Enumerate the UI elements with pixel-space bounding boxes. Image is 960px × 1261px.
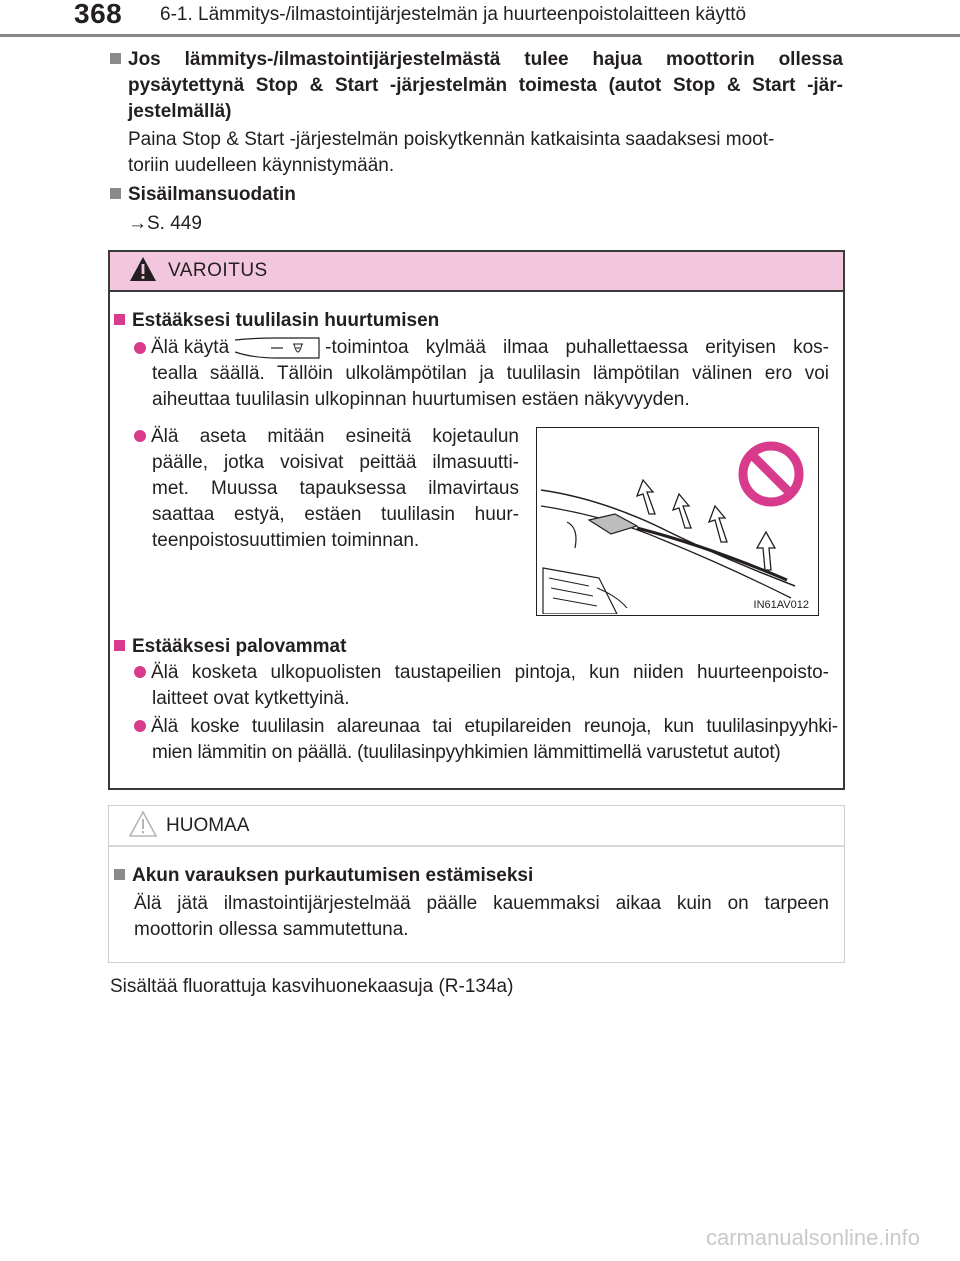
section-square-icon: [110, 53, 121, 64]
stopstart-body: Paina Stop & Start -järjestelmän poiskytkennän katkaisinta saadaksesi moot- toriin uudelleen käynnistymään.: [128, 129, 775, 176]
section-square-icon: [114, 314, 125, 325]
page-number: 368: [74, 0, 123, 29]
fog-item-1: Älä käytä -toimintoa kylmää ilmaa puhallettaessa erityisen kos- tealla säällä. Tällöin ulkolämpötilan ja tuulilasin lämpötilan välinen ero voi aiheuttaa tuulilasin ulkopinnan huurtumisen estäen näkyvyyden.: [134, 335, 829, 413]
watermark: carmanualsonline.info: [705, 1225, 920, 1250]
section-square-icon: [110, 188, 121, 199]
notice-divider: [109, 845, 844, 847]
burn-item-2: Älä koske tuulilasin alareunaa tai etupilareiden reunoja, kun tuulilasinpyyhki- mien lämmitin on päällä. (tuulilasinpyyhkimien lämmittimellä varustetut autot): [134, 714, 838, 766]
filter-page-ref: →S. 449: [128, 213, 202, 234]
battery-heading: Akun varauksen purkautumisen estämiseksi: [114, 863, 533, 889]
page-title: 6-1. Lämmitys-/ilmastointijärjestelmän ja huurteenpoistolaitteen käyttö: [160, 4, 747, 25]
stopstart-heading: Jos lämmitys-/ilmastointijärjestelmästä tulee hajua moottorin ollessa pysäytettynä Stop & Start -järjestelmän toimesta (autot Stop & Start -jär- jestelmällä): [110, 47, 843, 125]
section-square-icon: [114, 640, 125, 651]
warning-label: VAROITUS: [168, 260, 268, 281]
dashboard-illustration: [536, 427, 819, 616]
dashboard-drawing: [537, 428, 817, 614]
burn-heading: Estääksesi palovammat: [114, 634, 346, 660]
filter-heading: Sisäilmansuodatin: [110, 182, 296, 208]
refrigerant-footnote: Sisältää fluorattuja kasvihuonekaasuja (R-134a): [110, 976, 514, 997]
header-rule: [0, 34, 960, 37]
notice-label: HUOMAA: [166, 815, 250, 836]
figure-code: IN61AV012: [753, 599, 809, 611]
fog-item-2: Älä aseta mitään esineitä kojetaulun päälle, jotka voisivat peittää ilmasuutti- met. Muussa tapauksessa ilmavirtaus saattaa estyä, estäen tuulilasin huur- teenpoistosuuttimien toiminnan.: [134, 424, 519, 554]
battery-body: Älä jätä ilmastointijärjestelmää päälle kauemmaksi aikaa kuin on tarpeen moottorin ollessa sammutettuna.: [134, 893, 829, 940]
defroster-button-icon: [233, 336, 321, 360]
warning-triangle-icon: [128, 255, 158, 283]
bullet-icon: [134, 342, 146, 354]
bullet-icon: [134, 720, 146, 732]
section-square-icon: [114, 869, 125, 880]
bullet-icon: [134, 666, 146, 678]
burn-item-1: Älä kosketa ulkopuolisten taustapeilien pintoja, kun niiden huurteenpoisto- laitteet ovat kytkettyinä.: [134, 660, 829, 712]
fog-heading: Estääksesi tuulilasin huurtumisen: [114, 308, 439, 334]
bullet-icon: [134, 430, 146, 442]
caution-triangle-icon: [128, 810, 158, 838]
